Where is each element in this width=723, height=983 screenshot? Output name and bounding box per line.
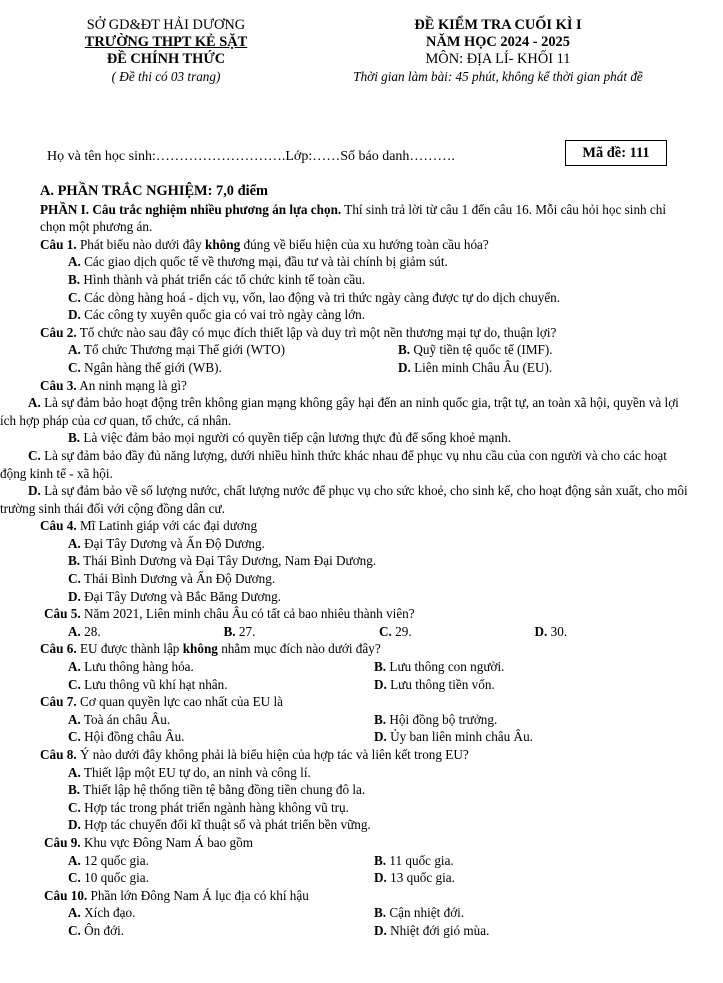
question-label: Câu 5.	[44, 606, 81, 622]
option-row	[40, 922, 690, 940]
option-a	[40, 904, 346, 922]
question-7	[40, 693, 690, 711]
question-text: Phát biểu nào dưới đây	[76, 236, 206, 252]
option-a	[40, 253, 690, 271]
option-a	[0, 394, 690, 429]
option-text: 29.	[391, 623, 412, 639]
question-4	[40, 517, 690, 535]
option-b	[346, 852, 454, 870]
question-text: EU được thành lập	[76, 641, 183, 657]
option-key: B.	[374, 711, 387, 727]
option-c	[0, 447, 690, 482]
option-text: Ủy ban liên minh châu Âu.	[386, 729, 533, 745]
question-label: Câu 8.	[40, 747, 77, 762]
option-key: A.	[68, 852, 81, 868]
option-c	[40, 799, 690, 817]
question-label: Câu 6.	[40, 641, 77, 657]
option-key: A.	[68, 764, 81, 780]
option-key: A.	[68, 905, 81, 921]
option-text: Là sự đảm bảo đầy đủ năng lượng, dưới nhiều hình thức khác nhau để phục vụ nhu cầu của con người và cho các hoạt động kinh tế - xã hội.	[0, 447, 667, 481]
option-text: Đại Tây Dương và Ấn Độ Dương.	[80, 535, 265, 551]
exam-body	[0, 183, 690, 940]
option-text: Các dòng hàng hoá - dịch vụ, vốn, lao động và tri thức ngày càng được tự do dịch chuyển.	[80, 289, 561, 305]
header-right	[312, 17, 684, 85]
question-text: đúng về biểu hiện của xu hướng toàn cầu hóa?	[240, 236, 489, 252]
option-text: Lưu thông con người.	[386, 659, 505, 675]
option-row	[40, 341, 690, 359]
option-key: D.	[374, 676, 387, 692]
option-text: Thái Bình Dương và Đại Tây Dương, Nam Đại Dương.	[80, 553, 377, 569]
question-8	[40, 746, 690, 764]
option-text: Nhiệt đới gió mùa.	[386, 922, 490, 938]
option-d	[0, 482, 690, 517]
option-key: B.	[374, 905, 387, 921]
question-text: Năm 2021, Liên minh châu Âu có tất cả bao nhiêu thành viên?	[80, 606, 415, 622]
option-text: Lưu thông hàng hóa.	[80, 659, 194, 675]
option-a	[40, 764, 690, 782]
option-text: Cận nhiệt đới.	[386, 905, 465, 921]
option-key: D.	[68, 307, 81, 323]
option-row	[40, 658, 690, 676]
option-key: B.	[223, 623, 236, 639]
option-key: C.	[68, 359, 81, 375]
option-text: Toà án châu Âu.	[80, 711, 171, 727]
option-c	[40, 359, 346, 377]
option-key: C.	[68, 922, 81, 938]
option-text: Quỹ tiền tệ quốc tế (IMF).	[410, 342, 553, 358]
option-text: Đại Tây Dương và Bắc Băng Dương.	[80, 588, 281, 604]
question-label: Câu 1.	[40, 236, 77, 252]
time-allowed: Thời gian làm bài: 45 phút, không kể thời gian phát đề	[353, 69, 643, 84]
option-key: A.	[68, 711, 81, 727]
part1-title: PHẦN I. Câu trắc nghiệm nhiều phương án lựa chọn.	[40, 201, 342, 217]
option-key: D.	[374, 922, 387, 938]
option-key: C.	[379, 623, 392, 639]
option-text: Các công ty xuyên quốc gia có vai trò ngày càng lớn.	[80, 307, 366, 323]
option-text: Ôn đới.	[80, 922, 125, 938]
exam-code-box: Mã đề: 111	[565, 140, 667, 166]
option-text: Tổ chức Thương mại Thế giới (WTO)	[80, 342, 285, 358]
question-10	[40, 887, 690, 905]
question-1	[40, 236, 690, 254]
option-row	[40, 623, 690, 641]
option-text: Ngân hàng thế giới (WB).	[80, 359, 222, 375]
option-text: Hội đồng bộ trưởng.	[386, 711, 498, 727]
question-emphasis: không	[182, 641, 218, 657]
option-a	[40, 535, 690, 553]
option-b	[40, 781, 690, 799]
question-label: Câu 7.	[40, 694, 77, 710]
question-label: Câu 10.	[44, 887, 88, 903]
option-key: C.	[68, 799, 81, 815]
question-text: Ý nào dưới đây không phải là biểu hiện của hợp tác và liên kết trong EU?	[76, 747, 469, 762]
option-c	[40, 676, 346, 694]
option-key: D.	[534, 623, 548, 639]
option-text: Lưu thông tiền vốn.	[386, 676, 495, 692]
question-6	[40, 640, 690, 658]
school-name: TRƯỜNG THPT KẺ SẶT	[84, 34, 248, 50]
option-d	[346, 676, 495, 694]
header-left	[50, 17, 282, 85]
option-d	[40, 588, 690, 606]
option-b	[40, 429, 690, 447]
option-b	[224, 623, 380, 641]
option-a	[40, 711, 346, 729]
option-row	[40, 869, 690, 887]
option-key: C.	[68, 289, 81, 305]
question-5	[40, 605, 690, 623]
option-text: Hội đồng châu Âu.	[80, 729, 185, 745]
option-text: Thái Bình Dương và Ấn Độ Dương.	[80, 571, 276, 587]
subject-grade: MÔN: ĐỊA LÍ- KHỐI 11	[425, 51, 571, 67]
page-count-note: ( Đề thi có 03 trang)	[111, 69, 221, 84]
question-text: An ninh mạng là gì?	[76, 377, 187, 393]
option-key: C.	[28, 447, 41, 463]
option-row	[40, 676, 690, 694]
option-text: 11 quốc gia.	[386, 852, 454, 868]
option-key: A.	[68, 623, 81, 639]
question-text: Tổ chức nào sau đây có mục đích thiết lập và duy trì một nền thương mại tự do, thuận lợi?	[76, 324, 557, 340]
option-key: C.	[68, 870, 81, 886]
option-b	[346, 658, 504, 676]
question-text: nhằm mục đích nào dưới đây?	[217, 641, 381, 657]
option-row	[40, 711, 690, 729]
option-key: C.	[68, 571, 81, 587]
question-text: Mĩ Latinh giáp với các đại dương	[76, 518, 258, 534]
option-text: Thiết lập một EU tự do, an ninh và công lí.	[80, 764, 311, 780]
option-key: D.	[68, 817, 81, 833]
option-key: D.	[374, 870, 387, 886]
option-b	[346, 341, 553, 359]
option-text: Các giao dịch quốc tế về thương mại, đầu tư và tài chính bị giảm sút.	[80, 254, 448, 270]
option-text: 12 quốc gia.	[80, 852, 149, 868]
option-d	[535, 623, 691, 641]
option-key: D.	[68, 588, 81, 604]
option-d	[40, 306, 690, 324]
option-row	[40, 359, 690, 377]
option-b	[346, 711, 497, 729]
option-key: B.	[68, 271, 81, 287]
option-row	[40, 728, 690, 746]
question-label: Câu 2.	[40, 324, 77, 340]
question-text: Cơ quan quyền lực cao nhất của EU là	[76, 694, 284, 710]
option-c	[379, 623, 535, 641]
option-d	[40, 816, 690, 834]
option-b	[40, 552, 690, 570]
option-text: Hình thành và phát triển các tổ chức kinh tế toàn cầu.	[80, 271, 366, 287]
school-year: NĂM HỌC 2024 - 2025	[426, 34, 570, 50]
option-key: C.	[68, 676, 81, 692]
option-key: C.	[68, 729, 81, 745]
option-b	[346, 904, 464, 922]
option-key: D.	[398, 359, 411, 375]
question-2	[40, 324, 690, 342]
option-text: Là sự đảm bảo hoạt động trên không gian mạng không gây hại đến an ninh quốc gia, trật tự, an toàn xã hội, quyền và lợi ích hợp pháp của cơ quan, tổ chức, cá nhân.	[0, 395, 679, 428]
question-emphasis: không	[205, 236, 241, 252]
question-label: Câu 9.	[44, 834, 81, 850]
option-key: B.	[374, 659, 387, 675]
option-c	[40, 869, 346, 887]
option-text: Hợp tác trong phát triển ngành hàng không vũ trụ.	[80, 799, 349, 815]
option-text: 30.	[547, 623, 568, 639]
part1-instruction: Thí sinh trả lời từ câu 1 đến câu 16. Mỗi câu hỏi học sinh chỉ chọn một phương án.	[40, 201, 667, 235]
option-row	[40, 852, 690, 870]
option-text: Liên minh Châu Âu (EU).	[410, 359, 553, 375]
option-a	[40, 852, 346, 870]
option-key: A.	[68, 535, 81, 551]
question-text: Phần lớn Đông Nam Á lục địa có khí hậu	[87, 887, 309, 903]
option-key: A.	[68, 659, 81, 675]
question-label: Câu 4.	[40, 518, 77, 534]
option-key: A.	[68, 254, 81, 270]
option-text: Hợp tác chuyển đổi kĩ thuật số và phát triển bền vững.	[80, 817, 371, 833]
option-text: 10 quốc gia.	[80, 870, 149, 886]
option-key: B.	[68, 782, 81, 798]
part1-heading	[40, 201, 690, 236]
option-text: Là sự đảm bảo về số lượng nước, chất lượng nước để phục vụ cho sức khoẻ, cho sinh kế, cho hoạt động sản xuất, cho môi trường sinh thái đối với cộng đồng dân cư.	[0, 483, 688, 516]
question-text: Khu vực Đông Nam Á bao gồm	[80, 834, 253, 850]
option-key: B.	[68, 553, 81, 569]
department-name: SỞ GD&ĐT HẢI DƯƠNG	[86, 17, 246, 33]
option-c	[40, 570, 690, 588]
option-key: A.	[68, 342, 81, 358]
option-text: Thiết lập hệ thống tiền tệ bằng đồng tiền chung đô la.	[80, 782, 366, 798]
option-d	[346, 728, 533, 746]
option-key: D.	[374, 729, 387, 745]
exam-title: ĐỀ KIỂM TRA CUỐI KÌ I	[414, 17, 582, 33]
option-d	[346, 922, 489, 940]
option-key: B.	[398, 342, 411, 358]
option-text: Xích đạo.	[80, 905, 136, 921]
option-c	[40, 289, 690, 307]
option-b	[40, 271, 690, 289]
option-row	[40, 904, 690, 922]
option-text: 13 quốc gia.	[386, 870, 455, 886]
option-key: B.	[374, 852, 387, 868]
question-3	[40, 377, 690, 395]
option-key: B.	[68, 430, 81, 446]
student-info-line: Họ và tên học sinh:……………………….Lớp:……Số báo danh……….	[47, 149, 455, 164]
section-title: A. PHẦN TRẮC NGHIỆM: 7,0 điểm	[40, 183, 268, 199]
option-key: A.	[28, 395, 41, 411]
option-d	[346, 869, 455, 887]
option-a	[40, 658, 346, 676]
option-key: D.	[28, 483, 41, 499]
option-a	[40, 341, 346, 359]
option-d	[346, 359, 552, 377]
option-text: Lưu thông vũ khí hạt nhân.	[80, 676, 228, 692]
option-c	[40, 922, 346, 940]
option-c	[40, 728, 346, 746]
question-label: Câu 3.	[40, 377, 77, 393]
official-label: ĐỀ CHÍNH THỨC	[106, 51, 226, 67]
option-text: Là việc đảm bảo mọi người có quyền tiếp cận lương thực đủ để sống khoẻ mạnh.	[80, 430, 512, 446]
option-text: 27.	[235, 623, 256, 639]
question-9	[40, 834, 690, 852]
option-a	[68, 623, 224, 641]
option-text: 28.	[80, 623, 101, 639]
